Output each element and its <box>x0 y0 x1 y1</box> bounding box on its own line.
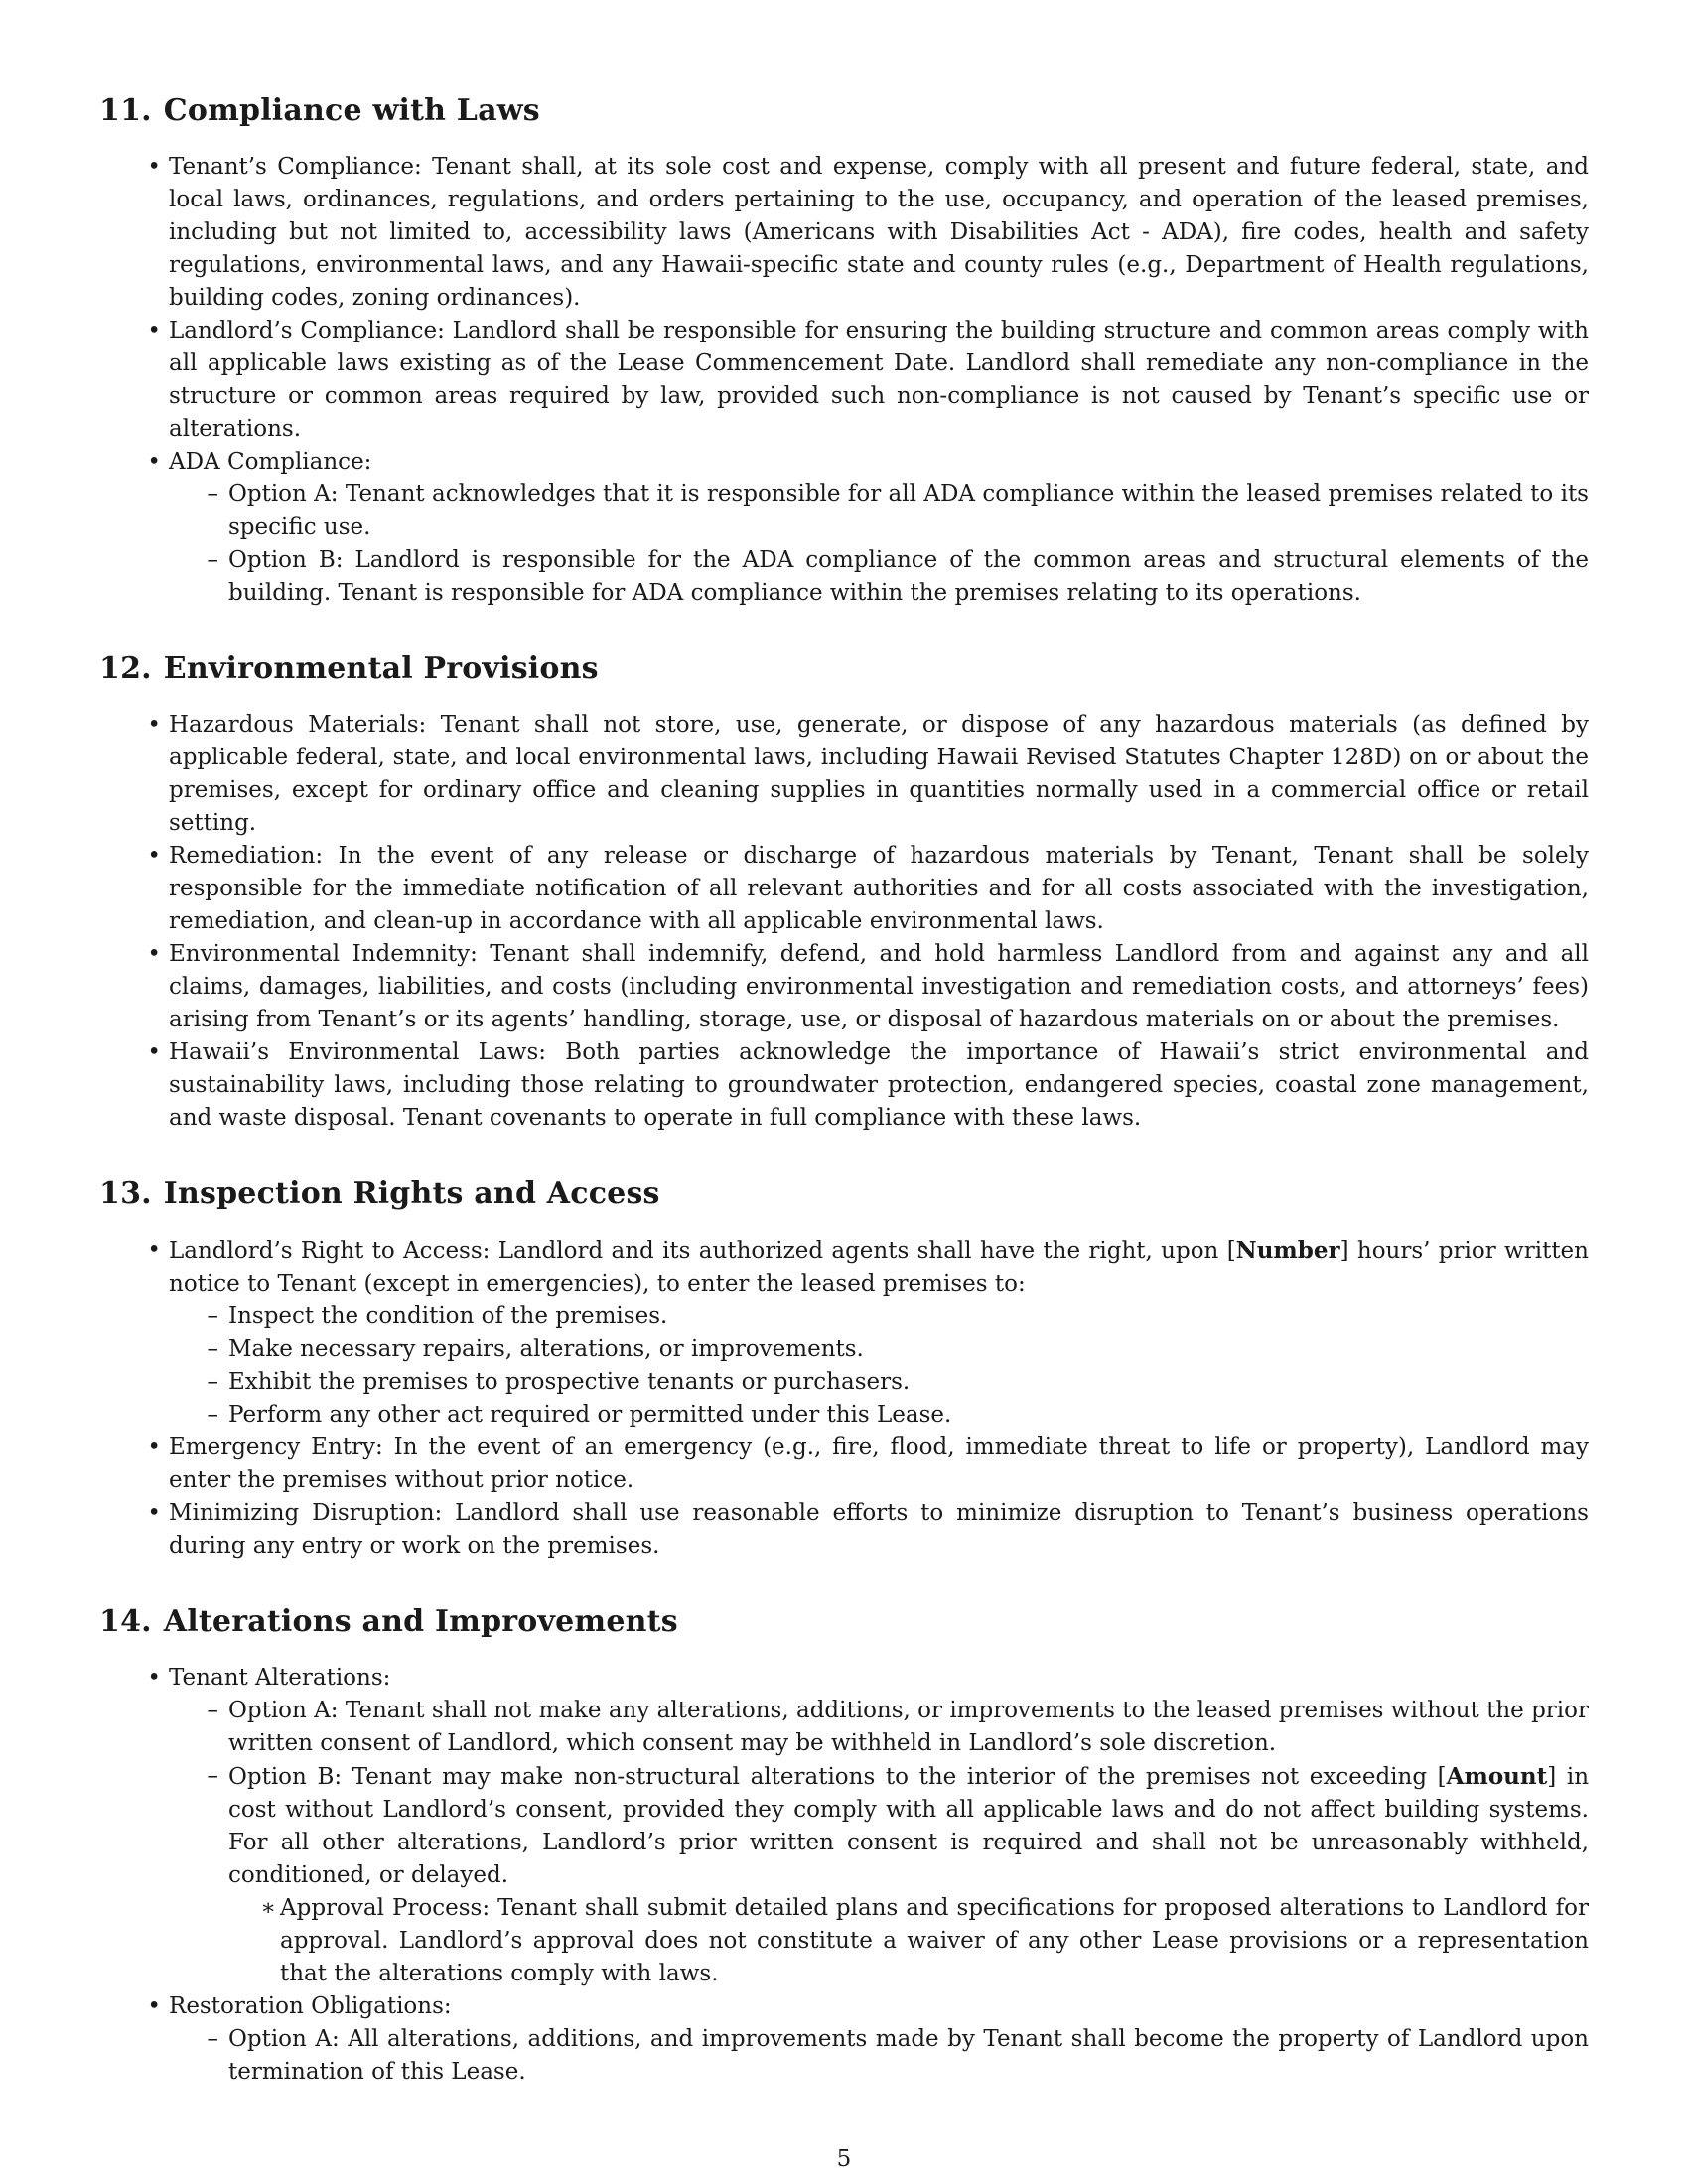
bullet-marker: • <box>147 712 161 738</box>
star-marker: ∗ <box>260 1895 276 1921</box>
list-item <box>99 446 1589 478</box>
item-text: Option A: Tenant shall not make any alterations, additions, or improvements to the leased premises without the prior written consent of Landlord, which consent may be withheld in Landlord’s sole discretion. <box>228 1698 1589 1756</box>
dash-marker: – <box>207 547 218 573</box>
item-text: Landlord’s Right to Access: Landlord and its authorized agents shall have the right, upon [ <box>169 1238 1236 1264</box>
section-title: Alterations and Improvements <box>163 1604 678 1639</box>
item-text: Restoration Obligations: <box>169 1993 452 2019</box>
item-text: Option B: Tenant may make non-structural alterations to the interior of the premises not exceeding [ <box>228 1764 1447 1790</box>
section-11-list <box>99 151 1589 610</box>
item-text: Emergency Entry: In the event of an emergency (e.g., fire, flood, immediate threat to life or property), Landlord may enter the premises without prior notice. <box>169 1434 1589 1493</box>
sub-list-item <box>99 1695 1589 1760</box>
item-text: Exhibit the premises to prospective tenants or purchasers. <box>228 1369 911 1395</box>
page-number: 5 <box>836 2146 852 2172</box>
list-item <box>99 1234 1589 1300</box>
section-14-heading <box>99 1602 1589 1642</box>
dash-marker: – <box>207 481 218 507</box>
section-12-list <box>99 709 1589 1135</box>
item-text: Hawaii’s Environmental Laws: Both parties acknowledge the importance of Hawaii’s strict environmental and sustainability laws, including those relating to groundwater protection, endangered species, coastal zone management, and waste disposal. Tenant covenants to operate in full compliance with these laws. <box>169 1039 1589 1131</box>
section-title: Compliance with Laws <box>163 93 540 128</box>
section-14 <box>99 1602 1589 2089</box>
section-13-heading <box>99 1174 1589 1214</box>
sub-list-item <box>99 1760 1589 1892</box>
placeholder-number: Number <box>1235 1237 1340 1264</box>
bullet-marker: • <box>147 843 161 869</box>
sub-list-item <box>99 1333 1589 1366</box>
list-item <box>99 315 1589 446</box>
section-title: Environmental Provisions <box>163 651 599 686</box>
bullet-marker: • <box>147 1434 161 1460</box>
item-text: Make necessary repairs, alterations, or improvements. <box>228 1336 864 1362</box>
item-text: Tenant’s Compliance: Tenant shall, at its sole cost and expense, comply with all present and future federal, state, and local laws, ordinances, regulations, and orders pertaining to the use, occupancy, and operation of the leased premises, including but not limited to, accessibility laws (Americans with Disabilities Act - ADA), fire codes, health and safety regulations, environmental laws, and any Hawaii-specific state and county rules (e.g., Department of Health regulations, building codes, zoning ordinances). <box>169 154 1589 311</box>
section-number: 13. <box>99 1176 152 1211</box>
bullet-marker: • <box>147 449 161 475</box>
item-text: Tenant Alterations: <box>169 1665 391 1691</box>
dash-marker: – <box>207 1369 218 1395</box>
document-page <box>99 91 1589 2128</box>
sub-list-item <box>99 2023 1589 2089</box>
list-item <box>99 938 1589 1036</box>
item-text: ] hours’ prior written notice to Tenant (except in emergencies), to enter the leased premises to: <box>169 1238 1589 1297</box>
item-text: Minimizing Disruption: Landlord shall use reasonable efforts to minimize disruption to Tenant’s business operations during any entry or work on the premises. <box>169 1500 1589 1559</box>
bullet-marker: • <box>147 1039 161 1065</box>
bullet-marker: • <box>147 154 161 180</box>
item-text: Inspect the condition of the premises. <box>228 1303 668 1329</box>
list-item <box>99 151 1589 315</box>
list-item <box>99 840 1589 938</box>
bullet-marker: • <box>147 1993 161 2019</box>
sub-sub-list-item <box>99 1892 1589 1990</box>
list-item <box>99 1662 1589 1695</box>
section-number: 12. <box>99 651 152 686</box>
section-12 <box>99 649 1589 1135</box>
item-text: Remediation: In the event of any release or discharge of hazardous materials by Tenant, Tenant shall be solely responsible for the immediate notification of all relevant authorities and for all costs associated with the investigation, remediation, and clean-up in accordance with all applicable environmental laws. <box>169 843 1589 934</box>
list-item <box>99 1432 1589 1497</box>
section-13 <box>99 1174 1589 1563</box>
sub-list-item <box>99 544 1589 610</box>
item-text: Approval Process: Tenant shall submit detailed plans and specifications for proposed alterations to Landlord for approval. Landlord’s approval does not constitute a waiver of any other Lease provisions or a representation that the alterations comply with laws. <box>280 1895 1589 1986</box>
item-text: ADA Compliance: <box>169 449 372 475</box>
section-11-heading <box>99 91 1589 131</box>
sub-list-item <box>99 1399 1589 1432</box>
dash-marker: – <box>207 1402 218 1428</box>
bullet-marker: • <box>147 318 161 343</box>
section-number: 11. <box>99 93 152 128</box>
list-item <box>99 1036 1589 1135</box>
dash-marker: – <box>207 1336 218 1362</box>
bullet-marker: • <box>147 1237 161 1263</box>
section-title: Inspection Rights and Access <box>163 1176 660 1211</box>
sub-list-item <box>99 1366 1589 1399</box>
placeholder-amount: Amount <box>1446 1763 1548 1790</box>
list-item <box>99 1497 1589 1563</box>
dash-marker: – <box>207 1763 218 1789</box>
dash-marker: – <box>207 2026 218 2052</box>
dash-marker: – <box>207 1303 218 1329</box>
item-text: Perform any other act required or permitted under this Lease. <box>228 1402 952 1428</box>
item-text: Option B: Landlord is responsible for the ADA compliance of the common areas and structural elements of the building. Tenant is responsible for ADA compliance within the premises relating to its operations. <box>228 547 1589 606</box>
sub-list-item <box>99 1300 1589 1333</box>
item-text: Landlord’s Compliance: Landlord shall be responsible for ensuring the building structure and common areas comply with all applicable laws existing as of the Lease Commencement Date. Landlord shall remediate any non-compliance in the structure or common areas required by law, provided such non-compliance is not caused by Tenant’s specific use or alterations. <box>169 318 1589 442</box>
section-14-list <box>99 1662 1589 2089</box>
bullet-marker: • <box>147 941 161 967</box>
section-12-heading <box>99 649 1589 689</box>
bullet-marker: • <box>147 1500 161 1526</box>
list-item <box>99 1990 1589 2023</box>
item-text: Option A: All alterations, additions, and improvements made by Tenant shall become the property of Landlord upon termination of this Lease. <box>228 2026 1589 2085</box>
item-text: ] in cost without Landlord’s consent, provided they comply with all applicable laws and do not affect building systems. For all other alterations, Landlord’s prior written consent is required and shall not be unreasonably withheld, conditioned, or delayed. <box>228 1764 1590 1888</box>
dash-marker: – <box>207 1698 218 1723</box>
section-13-list <box>99 1234 1589 1563</box>
list-item <box>99 709 1589 840</box>
bullet-marker: • <box>147 1665 161 1691</box>
section-11 <box>99 91 1589 610</box>
item-text: Environmental Indemnity: Tenant shall indemnify, defend, and hold harmless Landlord from and against any and all claims, damages, liabilities, and costs (including environmental investigation and remediation costs, and attorneys’ fees) arising from Tenant’s or its agents’ handling, storage, use, or disposal of hazardous materials on or about the premises. <box>169 941 1589 1032</box>
item-text: Hazardous Materials: Tenant shall not store, use, generate, or dispose of any hazardous materials (as defined by applicable federal, state, and local environmental laws, including Hawaii Revised Statutes Chapter 128D) on or about the premises, except for ordinary office and cleaning supplies in quantities normally used in a commercial office or retail setting. <box>169 712 1589 836</box>
item-text: Option A: Tenant acknowledges that it is responsible for all ADA compliance within the leased premises related to its specific use. <box>228 481 1589 540</box>
section-number: 14. <box>99 1604 152 1639</box>
sub-list-item <box>99 478 1589 544</box>
